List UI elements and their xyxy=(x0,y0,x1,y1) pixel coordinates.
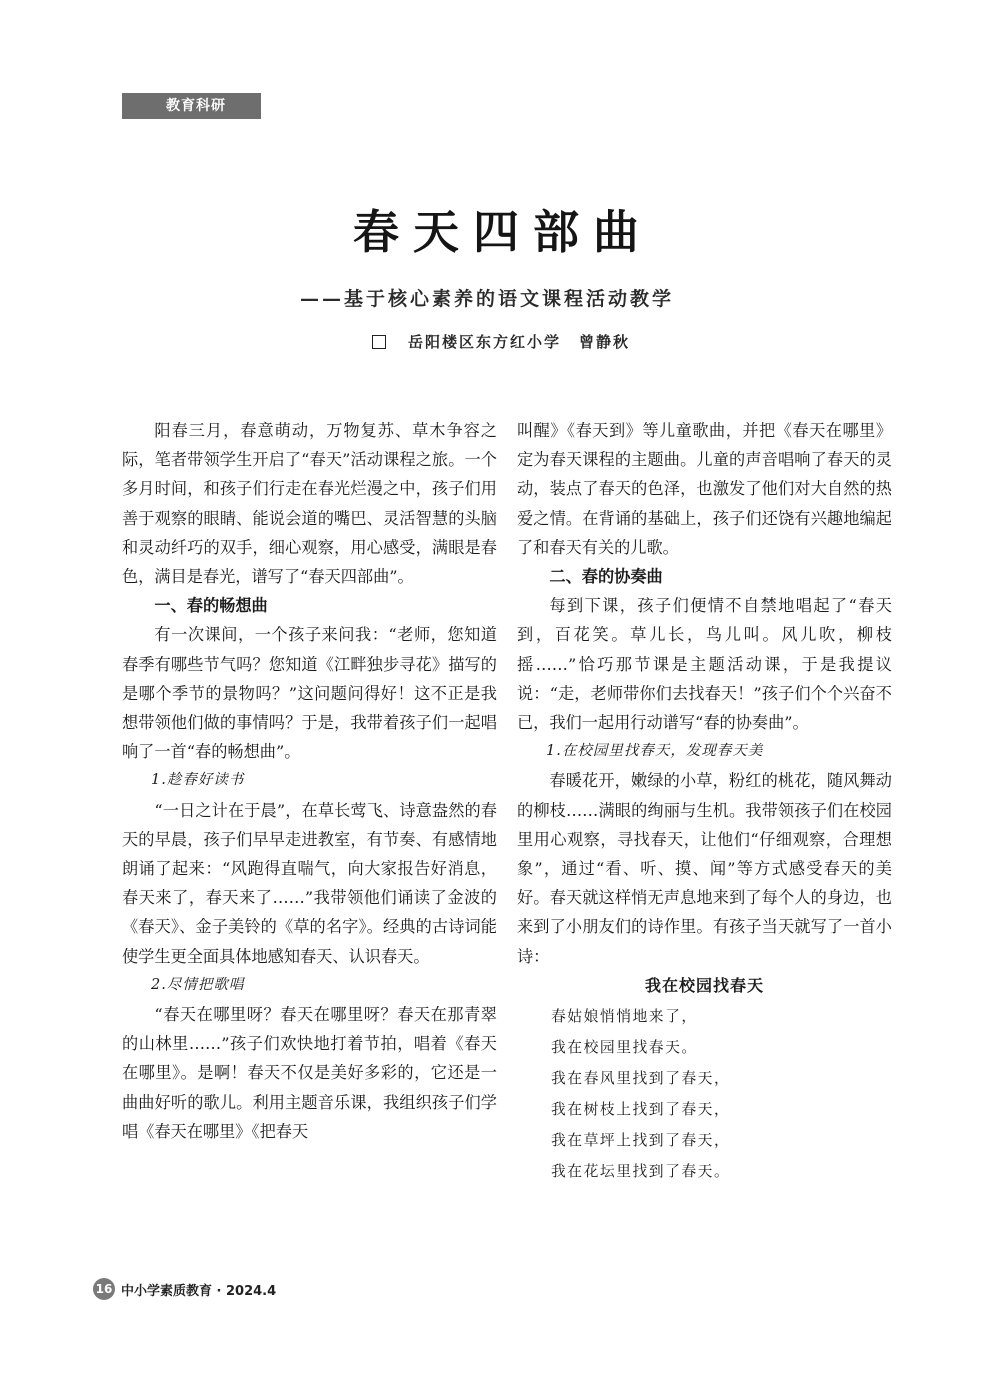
left-column xyxy=(122,416,497,1146)
right-column xyxy=(517,416,892,1187)
poem-line: 我在草坪上找到了春天， xyxy=(551,1131,731,1149)
poem-line: 我在树枝上找到了春天， xyxy=(551,1100,731,1118)
subsection-heading: 1.趁春好读书 xyxy=(151,772,245,789)
article-title: 春天四部曲 xyxy=(353,205,653,259)
poem-line: 春姑娘悄悄地来了， xyxy=(551,1007,698,1025)
subsection-heading: 2.尽情把歌唱 xyxy=(151,976,245,993)
paragraph: 有一次课间，一个孩子来问我：“老师，您知道春季有哪些节气吗？您知道《江畔独步寻花》描写的是哪个季节的景物吗？”这问题问得好！这不正是我想带领他们做的事情吗？于是，我带着孩子们一起唱响了一首“春的畅想曲”。 xyxy=(122,625,497,762)
paragraph: “春天在哪里呀？春天在哪里呀？春天在那青翠的山林里……”孩子们欢快地打着节拍，唱着《春天在哪里》。是啊！春天不仅是美好多彩的，它还是一曲曲好听的歌儿。利用主题音乐课，我组织孩子们学唱《春天在哪里》《把春天 xyxy=(122,1005,497,1141)
square-bullet-icon xyxy=(372,335,386,349)
section-tag: 教育科研 xyxy=(122,93,261,119)
journal-name: 中小学素质教育 · 2024.4 xyxy=(121,1283,277,1299)
author-organization: 岳阳楼区东方红小学 xyxy=(408,333,562,351)
author-name: 曾静秋 xyxy=(579,333,631,351)
paragraph: 叫醒》《春天到》等儿童歌曲，并把《春天在哪里》定为春天课程的主题曲。儿童的声音唱响了春天的灵动，装点了春天的色泽，也激发了他们对大自然的热爱之情。在背诵的基础上，孩子们还饶有兴趣地编起了和春天有关的儿歌。 xyxy=(517,421,892,557)
paragraph: “一日之计在于晨”，在草长莺飞、诗意盎然的春天的早晨，孩子们早早走进教室，有节奏、有感情地朗诵了起来：“风跑得直喘气，向大家报告好消息，春天来了，春天来了……”我带领他们诵读了金波的《春天》、金子美铃的《草的名字》。经典的古诗词能使学生更全面具体地感知春天、认识春天。 xyxy=(122,800,497,966)
paragraph: 每到下课，孩子们便情不自禁地唱起了“春天到，百花笑。草儿长，鸟儿叫。风儿吹，柳枝摇……”恰巧那节课是主题活动课，于是我提议说：“走，老师带你们去找春天！”孩子们个个兴奋不已，我们一起用行动谱写“春的协奏曲”。 xyxy=(517,596,892,733)
paragraph: 阳春三月，春意萌动，万物复苏、草木争容之际，笔者带领学生开启了“春天”活动课程之旅。一个多月时间，和孩子们行走在春光烂漫之中，孩子们用善于观察的眼睛、能说会道的嘴巴、灵活智慧的头脑和灵动纤巧的双手，细心观察，用心感受，满眼是春色，满目是春光，谱写了“春天四部曲”。 xyxy=(122,421,497,587)
section-heading: 一、春的畅想曲 xyxy=(154,596,268,616)
article-subtitle: ——基于核心素养的语文课程活动教学 xyxy=(300,288,675,310)
subsection-heading: 1.在校园里找春天，发现春天美 xyxy=(546,743,764,760)
page-footer xyxy=(93,1278,276,1300)
poem-title: 我在校园找春天 xyxy=(644,975,764,995)
poem-line: 我在花坛里找到了春天。 xyxy=(551,1162,731,1180)
poem-line: 我在春风里找到了春天， xyxy=(551,1069,731,1087)
poem-line: 我在校园里找春天。 xyxy=(551,1038,698,1056)
paragraph: 春暖花开，嫩绿的小草，粉红的桃花，随风舞动的柳枝……满眼的绚丽与生机。我带领孩子们在校园里用心观察，寻找春天，让他们“仔细观察，合理想象”，通过“看、听、摸、闻”等方式感受春天的美好。春天就这样悄无声息地来到了每个人的身边，也来到了小朋友们的诗作里。有孩子当天就写了一首小诗： xyxy=(517,771,892,966)
section-heading: 二、春的协奏曲 xyxy=(549,567,663,587)
page-number: 16 xyxy=(93,1278,115,1300)
author-line xyxy=(372,331,630,352)
